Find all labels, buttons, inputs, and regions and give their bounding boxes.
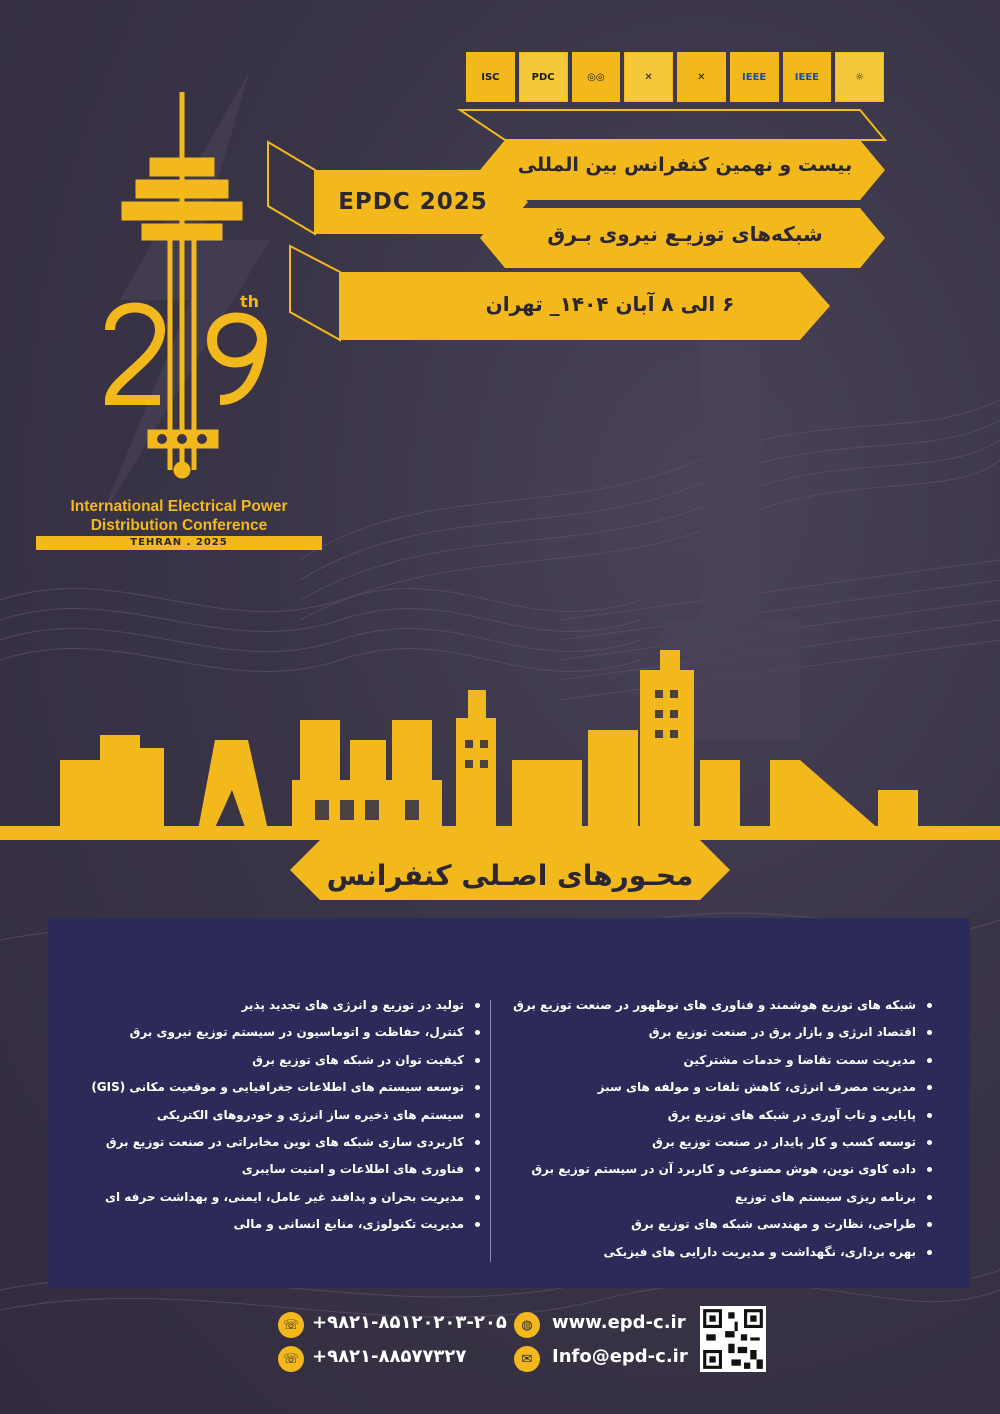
conference-title: بیست و نهمین کنفرانس بین المللی: [517, 154, 853, 176]
column-divider: [490, 1000, 491, 1262]
phone-icon-2: ☏: [278, 1346, 304, 1372]
topics-right-column: [513, 992, 932, 1266]
qr-pattern: [700, 1306, 766, 1372]
phone-1[interactable]: +۹۸۲۱-۸۵۱۲۰۲۰۳-۲۰۵: [312, 1312, 507, 1333]
topic-item: مدیریت مصرف انرژی، کاهش تلفات و مولفه های سبز: [513, 1074, 932, 1101]
edition-suffix: th: [240, 292, 260, 311]
tehran-skyline: [0, 650, 1000, 840]
topic-item: مدیریت سمت تقاضا و خدمات مشترکین: [513, 1047, 932, 1074]
network-title: شبکه‌های توزیـع نیروی بـرق: [547, 222, 823, 246]
tavanir-logo: ✕: [624, 52, 673, 102]
topic-item: شبکه های توزیع هوشمند و فناوری های نوظهور در صنعت توزیع برق: [513, 992, 932, 1019]
topic-item: بهره برداری، نگهداشت و مدیریت دارایی های فیزیکی: [513, 1239, 932, 1266]
topic-item: توسعه سیستم های اطلاعات جغرافیایی و موقعیت مکانی (GIS): [91, 1074, 480, 1101]
topic-item: طراحی، نظارت و مهندسی شبکه های توزیع برق: [513, 1211, 932, 1238]
ieee-logo: IEEE: [730, 52, 779, 102]
topics-left-column: [91, 992, 480, 1239]
topic-item: پایایی و تاب آوری در شبکه های توزیع برق: [513, 1102, 932, 1129]
email-link[interactable]: Info@epd-c.ir: [552, 1346, 688, 1367]
topic-item: مدیریت تکنولوژی، منابع انسانی و مالی: [91, 1211, 480, 1238]
topic-item: برنامه ریزی سیستم های توزیع: [513, 1184, 932, 1211]
ministry-of-energy-emblem: ☼: [835, 52, 884, 102]
topic-item: فناوری های اطلاعات و امنیت سایبری: [91, 1156, 480, 1183]
topic-item: توسعه کسب و کار پایدار در صنعت توزیع برق: [513, 1129, 932, 1156]
globe-icon: ◍: [514, 1312, 540, 1338]
conference-name-en: International Electrical Power Distribution Conference: [70, 498, 288, 534]
epdc-label: EPDC 2025: [338, 189, 488, 215]
topic-item: کیفیت توان در شبکه های توزیع برق: [91, 1047, 480, 1074]
isc-logo: ISC: [466, 52, 515, 102]
ieee-logo-2: IEEE: [783, 52, 832, 102]
topic-item: کاربردی سازی شبکه های نوین مخابراتی در صنعت توزیع برق: [91, 1129, 480, 1156]
date-place: ۶ الی ۸ آبان ۱۴۰۴_ تهران: [485, 292, 735, 316]
city-year: TEHRAN . 2025: [36, 536, 322, 550]
topic-item: اقتصاد انرژی و بازار برق در صنعت توزیع برق: [513, 1019, 932, 1046]
tavanir-logo-2: ✕: [677, 52, 726, 102]
topic-item: سیستم های ذخیره ساز انرژی و خودروهای الکتریکی: [91, 1102, 480, 1129]
topic-item: کنترل، حفاظت و اتوماسیون در سیستم توزیع نیروی برق: [91, 1019, 480, 1046]
phone-icon: ☏: [278, 1312, 304, 1338]
sponsor-logos: [466, 52, 884, 102]
axes-title: محـورهای اصـلی کنفرانس: [326, 858, 694, 892]
phone-2[interactable]: +۹۸۲۱-۸۸۵۷۷۳۲۷: [312, 1346, 467, 1367]
email-icon: ✉: [514, 1346, 540, 1372]
website-link[interactable]: www.epd-c.ir: [552, 1312, 686, 1333]
pdc-logo: PDC: [519, 52, 568, 102]
topic-item: تولید در توزیع و انرژی های تجدید پذیر: [91, 992, 480, 1019]
topic-item: داده کاوی نوین، هوش مصنوعی و کاربرد آن در سیستم توزیع برق: [513, 1156, 932, 1183]
rings-logo: ◎◎: [572, 52, 621, 102]
qr-code[interactable]: [700, 1306, 766, 1372]
topic-item: مدیریت بحران و پدافند غیر عامل، ایمنی، و بهداشت حرفه ای: [91, 1184, 480, 1211]
